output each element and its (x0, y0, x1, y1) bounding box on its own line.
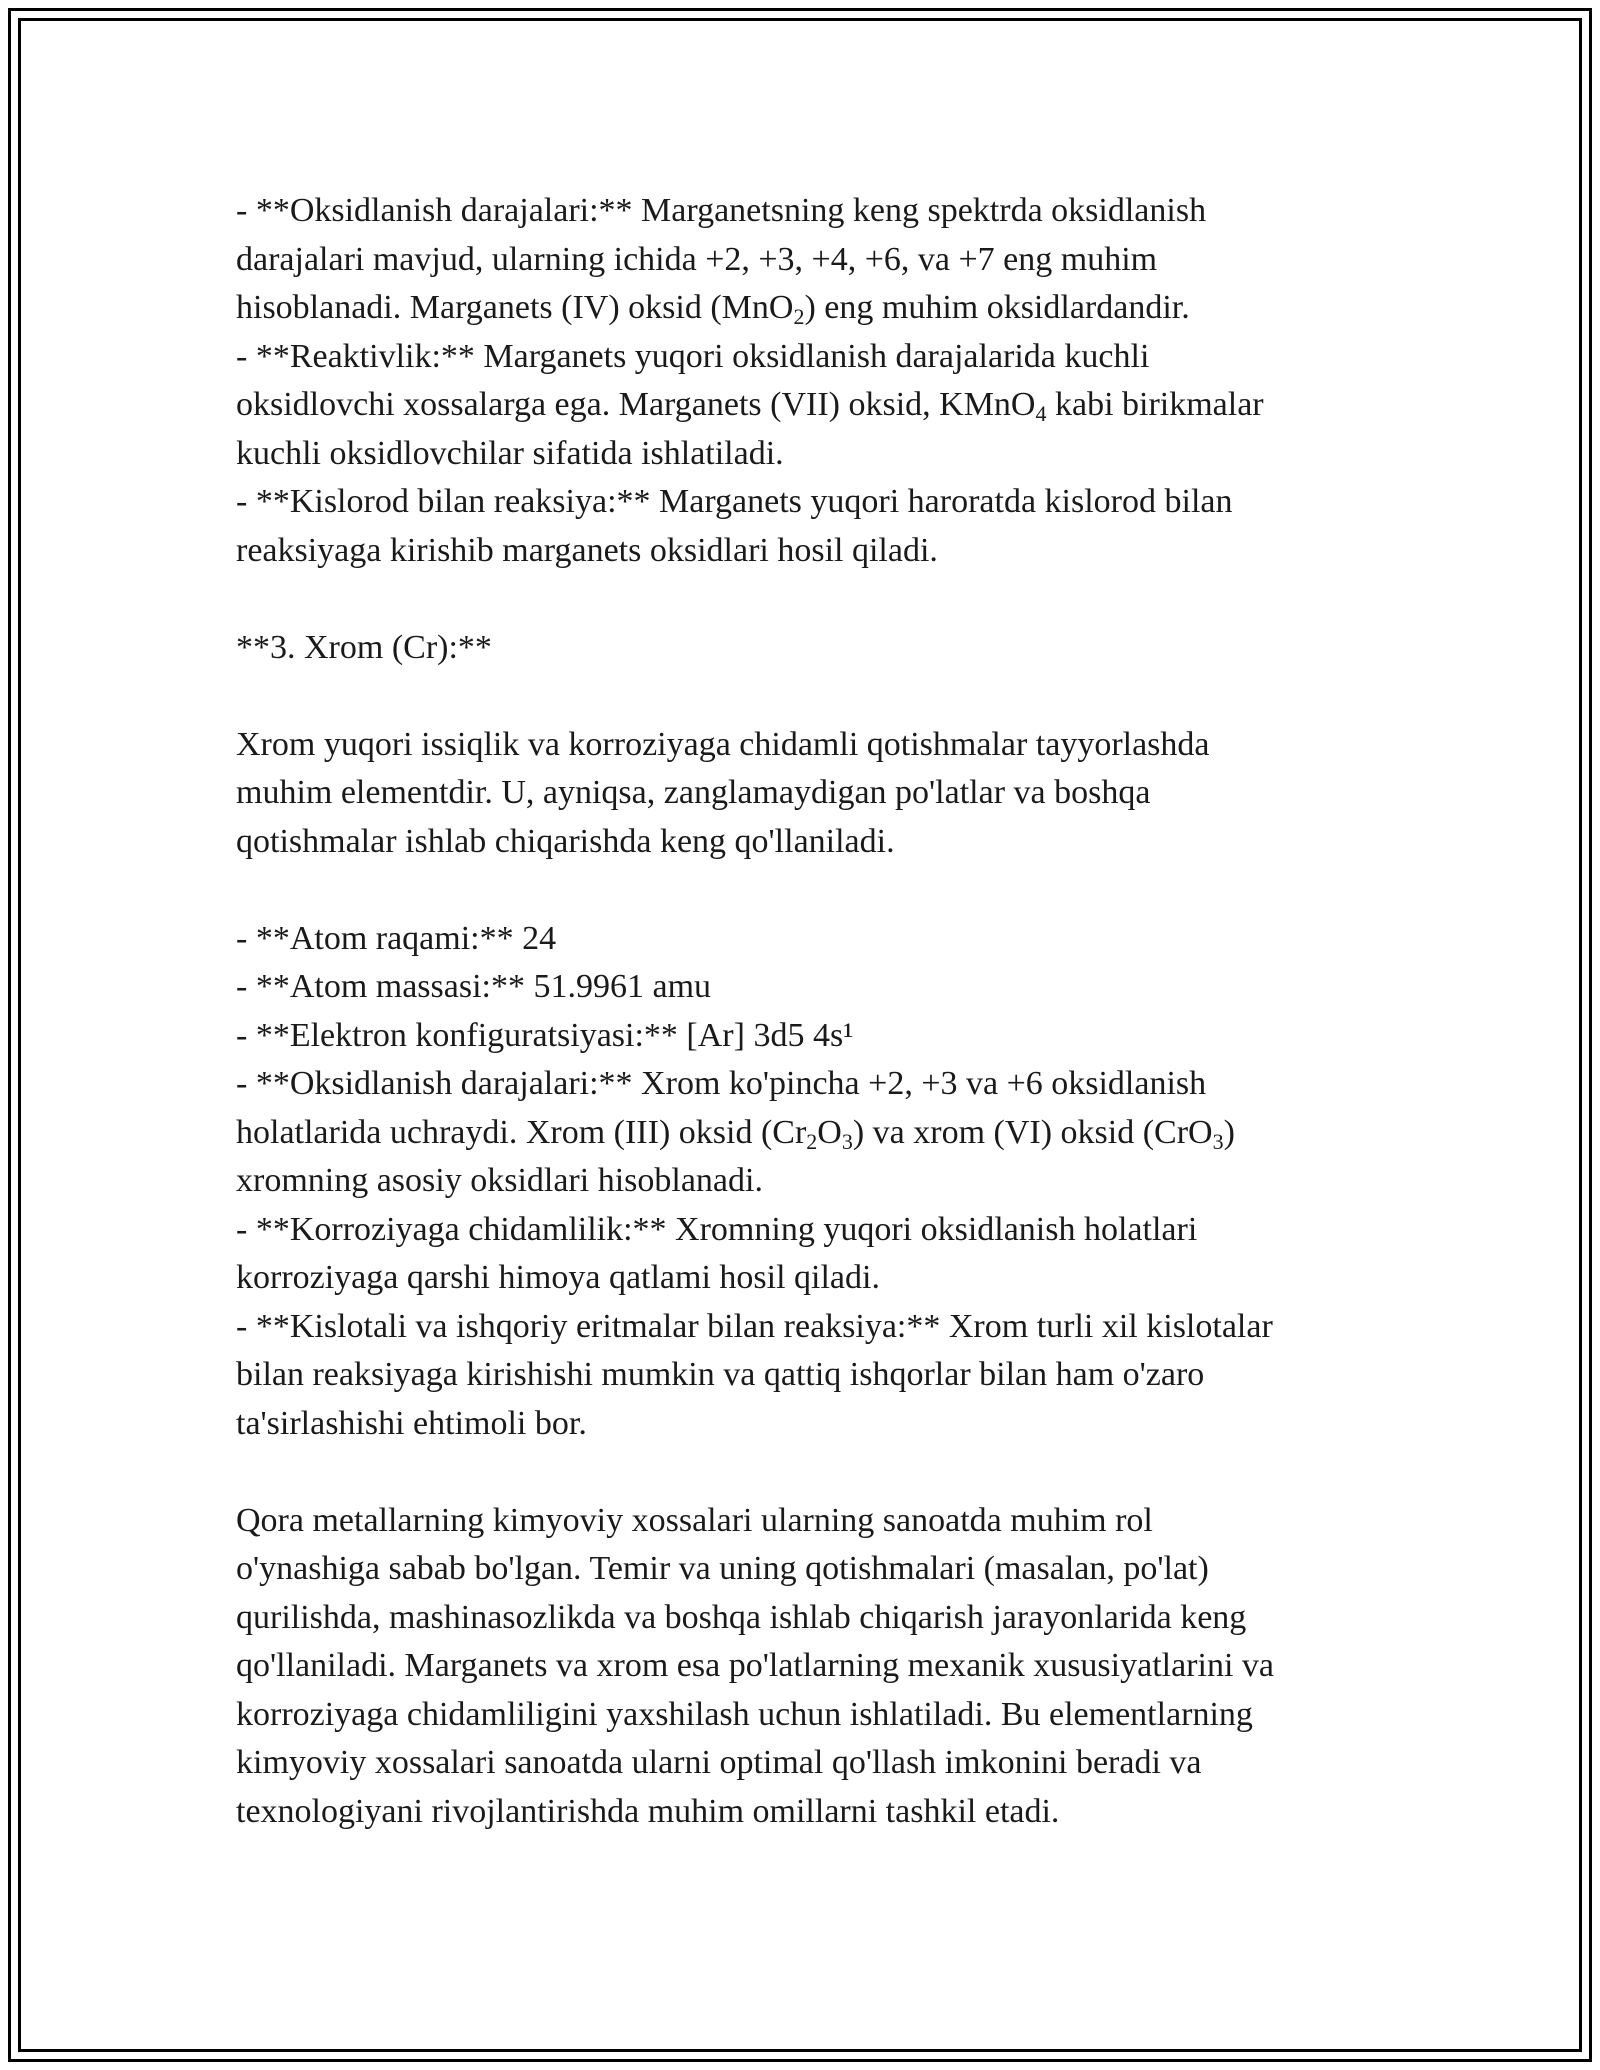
text-line: Xrom yuqori issiqlik va korroziyaga chidamli qotishmalar tayyorlashda (236, 725, 1210, 763)
text-run: ) eng muhim oksidlardandir. (804, 289, 1190, 326)
section-heading: **3. Xrom (Cr):** (236, 628, 492, 666)
subscript: 3 (841, 1128, 853, 1154)
text-line: qotishmalar ishlab chiqarishda keng qo'llaniladi. (236, 822, 895, 860)
text-line: - **Reaktivlik:** Marganets yuqori oksidlanish darajalarida kuchli (236, 337, 1150, 375)
text-line: ta'sirlashishi ehtimoli bor. (236, 1404, 587, 1442)
text-line: - **Korroziyaga chidamlilik:** Xromning yuqori oksidlanish holatlari (236, 1210, 1198, 1248)
subscript: 2 (806, 1128, 818, 1154)
blank-line (236, 866, 1376, 915)
text-line: - **Oksidlanish darajalari:** Marganetsning keng spektrda oksidlanish (236, 192, 1207, 229)
text-run: O (817, 1113, 842, 1151)
text-line: Qora metallarning kimyoviy xossalari ularning sanoatda muhim rol (236, 1501, 1153, 1539)
text-line: kuchli oksidlovchilar sifatida ishlatiladi. (236, 434, 784, 472)
text-line: muhim elementdir. U, ayniqsa, zanglamaydigan po'latlar va boshqa (236, 774, 1151, 811)
text-run: kabi birikmalar (1046, 386, 1264, 423)
blank-line (236, 672, 1376, 721)
text-line: - **Oksidlanish darajalari:** Xrom ko'pincha +2, +3 va +6 oksidlanish (236, 1065, 1207, 1102)
text-line: texnologiyani rivojlantirishda muhim omillarni tashkil etadi. (236, 1792, 1060, 1830)
text-run: oksidlovchi xossalarga ega. Marganets (VII) oksid, KMnO (236, 386, 1036, 423)
subscript: 3 (1212, 1128, 1224, 1154)
subscript: 4 (1035, 401, 1047, 426)
text-line: korroziyaga qarshi himoya qatlami hosil qiladi. (236, 1259, 880, 1296)
text-line: - **Kislotali va ishqoriy eritmalar bilan reaksiya:** Xrom turli xil kislotalar (236, 1307, 1273, 1345)
text-line (236, 381, 1376, 430)
blank-line (236, 1448, 1376, 1497)
text-line: bilan reaksiyaga kirishishi mumkin va qattiq ishqorlar bilan ham o'zaro (236, 1356, 1205, 1393)
chromium-intro-paragraph (236, 721, 1376, 867)
document-body (236, 187, 1376, 1836)
text-line: qurilishda, mashinasozlikda va boshqa ishlab chiqarish jarayonlarida keng (236, 1598, 1247, 1636)
text-line: reaksiyaga kirishib marganets oksidlari hosil qiladi. (236, 531, 938, 569)
blank-line (236, 575, 1376, 624)
text-run: holatlarida uchraydi. Xrom (III) oksid (Cr (236, 1113, 807, 1151)
text-line (236, 1109, 1376, 1158)
chromium-properties-list (236, 915, 1376, 1449)
list-item-corrosion (236, 1206, 1376, 1303)
list-item-oxidation-states (236, 1060, 1376, 1206)
text-line: xromning asosiy oksidlari hisoblanadi. (236, 1162, 763, 1199)
text-line: qo'llaniladi. Marganets va xrom esa po'latlarning mexanik xususiyatlarini va (236, 1647, 1274, 1684)
list-item-atomic-mass: - **Atom massasi:** 51.9961 amu (236, 968, 712, 1005)
text-line: - **Kislorod bilan reaksiya:** Marganets yuqori haroratda kislorod bilan (236, 483, 1233, 520)
text-line: darajalari mavjud, ularning ichida +2, +3, +4, +6, va +7 eng muhim (236, 240, 1158, 278)
text-run: ) va xrom (VI) oksid (CrO (852, 1113, 1213, 1151)
text-line: kimyoviy xossalari sanoatda ularni optimal qo'llash imkonini beradi va (236, 1744, 1202, 1781)
subscript: 2 (793, 304, 805, 329)
manganese-reactivity-item (236, 333, 1376, 479)
manganese-oxidation-item (236, 187, 1376, 333)
text-line (236, 284, 1376, 333)
text-run: hisoblanadi. Marganets (IV) oksid (MnO (236, 289, 794, 326)
conclusion-paragraph (236, 1497, 1376, 1837)
text-line: korroziyaga chidamliligini yaxshilash uchun ishlatiladi. Bu elementlarning (236, 1695, 1253, 1733)
manganese-oxygen-item (236, 478, 1376, 575)
list-item-acid-base (236, 1303, 1376, 1449)
text-run: ) (1223, 1113, 1235, 1151)
text-line: o'ynashiga sabab bo'lgan. Temir va uning qotishmalari (masalan, po'lat) (236, 1550, 1209, 1587)
list-item-atomic-number: - **Atom raqami:** 24 (236, 919, 557, 957)
list-item-electron-config: - **Elektron konfiguratsiyasi:** [Ar] 3d5 4s¹ (236, 1016, 854, 1054)
